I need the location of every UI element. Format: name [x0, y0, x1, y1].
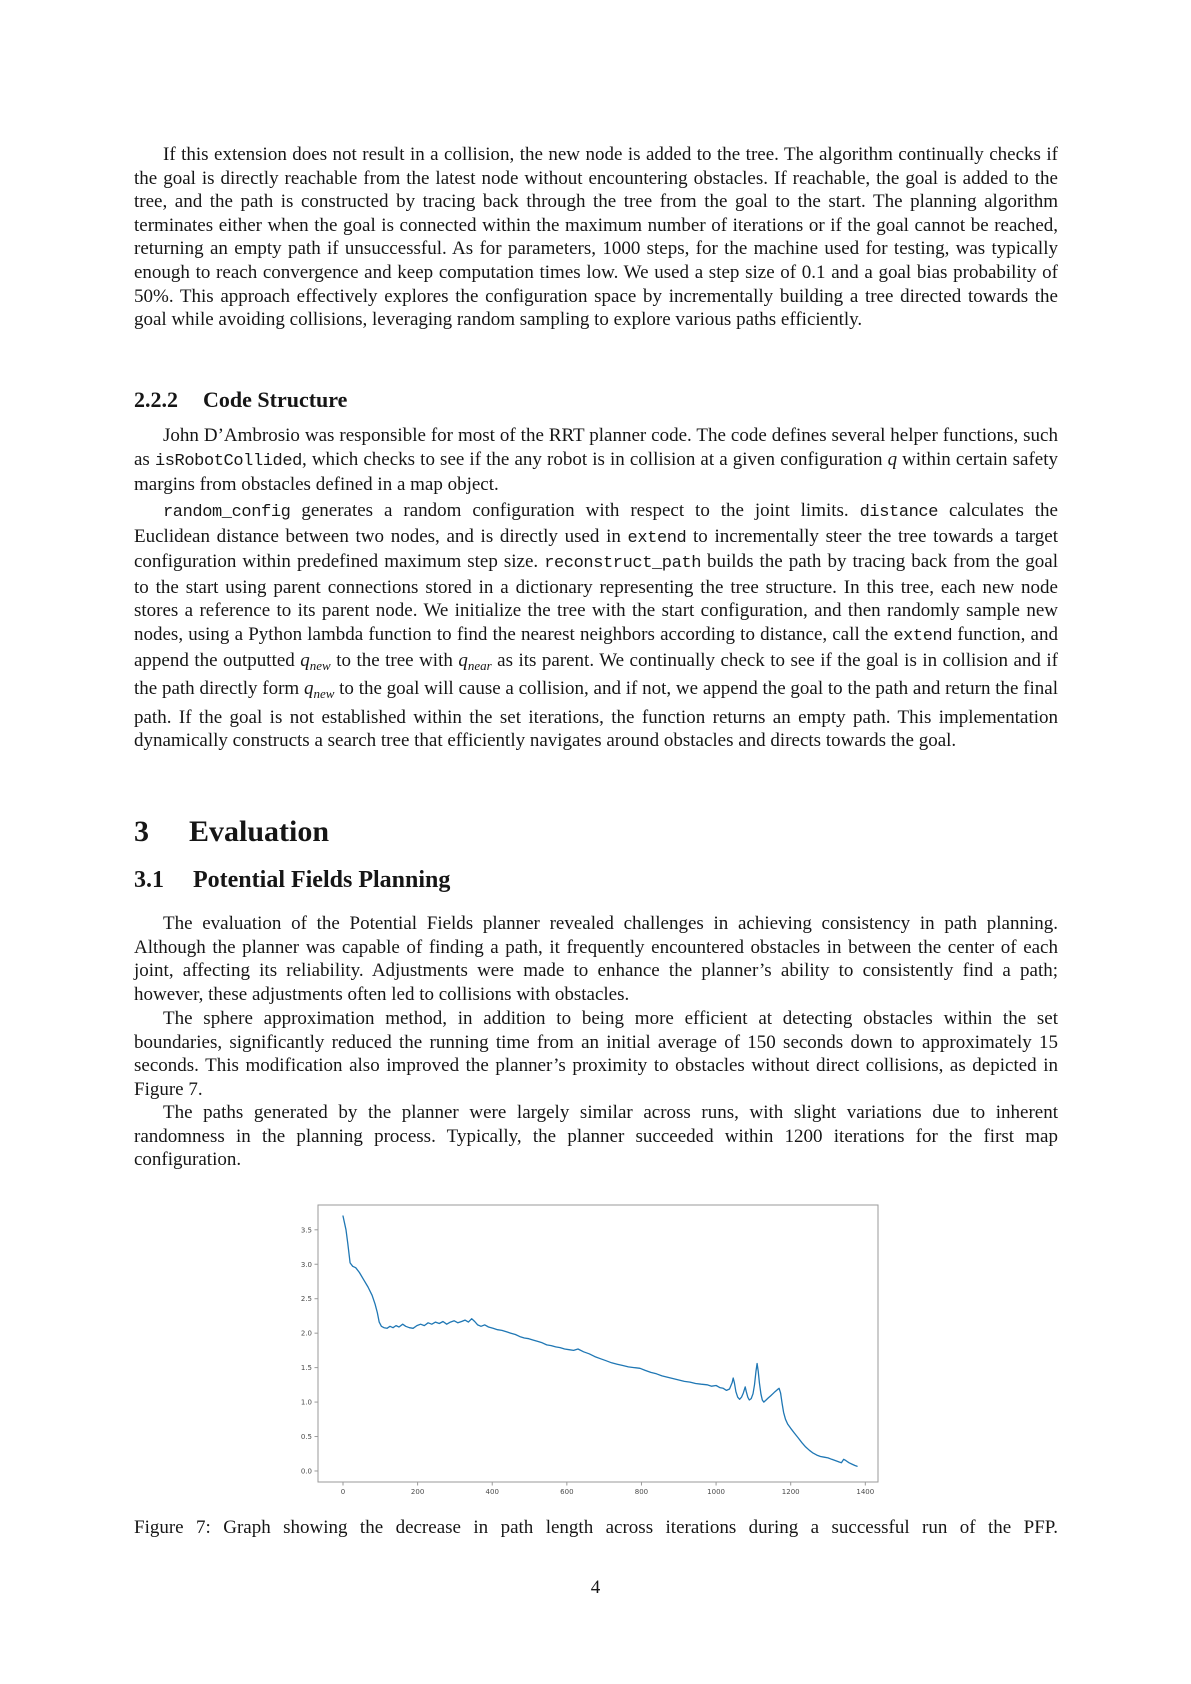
text-segment: q	[300, 649, 310, 671]
svg-text:3.5: 3.5	[300, 1226, 312, 1235]
paragraph-code-structure-2	[134, 499, 1058, 753]
section-number: 3	[134, 815, 149, 848]
section-title: Evaluation	[189, 815, 330, 848]
paragraph-evaluation-1	[134, 912, 1058, 1006]
inline-code: extend	[893, 626, 953, 646]
text-segment: generates a random configuration with respect to the joint limits.	[290, 500, 860, 521]
text-segment: to the tree with	[330, 649, 459, 671]
paragraph-intro	[134, 143, 1058, 332]
text-segment: near	[467, 657, 492, 673]
svg-text:1000: 1000	[707, 1488, 725, 1496]
svg-text:200: 200	[410, 1488, 425, 1496]
svg-text:1.5: 1.5	[300, 1364, 312, 1373]
paragraph-evaluation-2	[134, 1007, 1058, 1101]
figure-caption: Figure 7: Graph showing the decrease in path length across iterations during a successful run of the PFP.	[134, 1517, 1058, 1538]
text-segment: q	[303, 678, 314, 700]
section-number: 2.2.2	[134, 387, 178, 412]
page-number: 4	[590, 1577, 601, 1598]
paragraph-evaluation-3	[134, 1101, 1058, 1172]
section-title: Code Structure	[203, 387, 348, 412]
section-heading-3	[134, 815, 1058, 849]
text-segment: new	[309, 657, 331, 673]
section-title: Potential Fields Planning	[193, 867, 451, 893]
text-segment: to incrementally steer the tree towards a target configuration within predefined maximum step size.	[134, 525, 1058, 573]
svg-text:0.0: 0.0	[300, 1467, 312, 1476]
svg-text:2.0: 2.0	[300, 1329, 312, 1338]
svg-text:3.0: 3.0	[300, 1260, 312, 1269]
section-heading-3-1	[134, 867, 1058, 894]
svg-text:400: 400	[485, 1488, 499, 1496]
inline-code: distance	[859, 503, 939, 522]
inline-code: extend	[627, 528, 687, 548]
text-segment: as its parent. We continually check to see if the goal is in collision and if the path directly form	[134, 649, 1058, 700]
chart-svg	[290, 1198, 890, 1500]
inline-code: reconstruct_path	[544, 554, 702, 574]
svg-text:600: 600	[560, 1488, 574, 1496]
section-heading-2-2-2	[134, 387, 1058, 413]
text-segment: q	[458, 649, 468, 671]
text-segment: The evaluation of the Potential Fields planner revealed challenges in achieving consistency in path planning. Although the planner was capable of finding a path, it frequently encountered obstacles in between the center of each joint, affecting its reliability. Adjustments were made to enhance the planner’s ability to consistently find a path; however, these adjustments often led to collisions with obstacles.	[134, 913, 1058, 1005]
inline-code: isRobotCollided	[154, 451, 302, 471]
paragraph-code-structure-1	[134, 424, 1058, 497]
section-number: 3.1	[134, 867, 164, 893]
text-segment: q	[887, 448, 898, 470]
text-segment: function, and append the outputted	[134, 623, 1058, 671]
svg-text:0: 0	[340, 1488, 346, 1496]
text-segment: builds the path by tracing back from the goal to the start using parent connections stored in a dictionary representing the tree structure. In this tree, each new node stores a reference to its parent node. We initialize the tree with the start configuration, and then randomly sample new nodes, using a Python lambda function to find the nearest neighbors according to distance, call the	[134, 551, 1058, 645]
text-segment: John D’Ambrosio was responsible for most of the RRT planner code. The code defines several helper functions, such as	[134, 425, 1058, 470]
text-segment: The sphere approximation method, in addition to being more efficient at detecting obstacles within the set boundaries, significantly reduced the running time from an initial average of 150 seconds down to approximately 15 seconds. This modification also improved the planner’s proximity to obstacles without direct collisions, as depicted in Figure 7.	[134, 1008, 1058, 1100]
text-segment: calculates the Euclidean distance between two nodes, and is directly used in	[134, 500, 1058, 547]
svg-text:800: 800	[634, 1488, 649, 1496]
svg-text:2.5: 2.5	[300, 1295, 312, 1304]
svg-text:0.5: 0.5	[300, 1433, 312, 1442]
inline-code: random_config	[163, 503, 291, 522]
text-segment: If this extension does not result in a collision, the new node is added to the tree. The algorithm continually checks if the goal is directly reachable from the latest node without encountering obstacles. If reachable, the goal is added to the tree, and the path is constructed by tracing back through the tree from the goal to the start. The planning algorithm terminates either when the goal is connected within the maximum number of iterations or if the goal cannot be reached, returning an empty path if unsuccessful. As for parameters, 1000 steps, for the machine used for testing, was typically enough to reach convergence and keep computation times low. We used a step size of 0.1 and a goal bias probability of 50%. This approach effectively explores the configuration space by incrementally building a tree directed towards the goal while avoiding collisions, leveraging random sampling to explore various paths efficiently.	[134, 144, 1058, 331]
figure-7	[290, 1198, 890, 1500]
text-segment: The paths generated by the planner were largely similar across runs, with slight variations due to inherent randomness in the planning process. Typically, the planner succeeded within 1200 iterations for the first map configuration.	[134, 1102, 1058, 1171]
text-segment: within certain safety margins from obstacles defined in a map object.	[134, 448, 1058, 496]
svg-text:1400: 1400	[856, 1488, 875, 1496]
text-segment: new	[313, 686, 335, 702]
text-segment: to the goal will cause a collision, and if not, we append the goal to the path and return the final path. If the goal is not established within the set iterations, the function returns an empty path. This implementation dynamically constructs a search tree that efficiently navigates around obstacles and directs towards the goal.	[134, 678, 1058, 752]
svg-text:1200: 1200	[781, 1488, 800, 1496]
text-segment: , which checks to see if the any robot is in collision at a given configuration	[301, 448, 888, 470]
svg-text:1.0: 1.0	[300, 1398, 312, 1407]
